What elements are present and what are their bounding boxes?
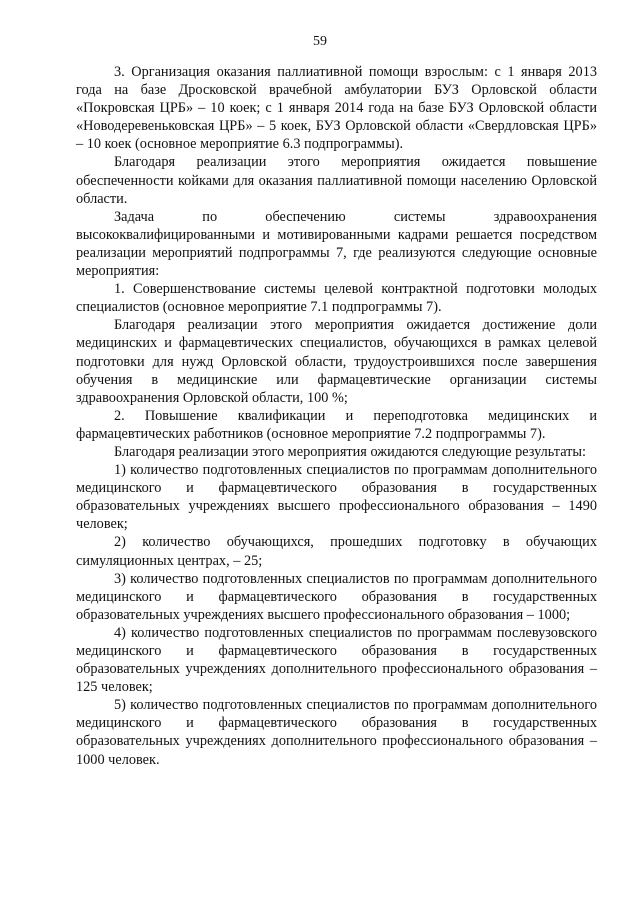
paragraph-expected-results: Благодаря реализации этого мероприятия ожидаются следующие результаты: [114, 443, 586, 460]
result-item-5: 5) количество подготовленных специалистов по программам дополнительного медицинского и фармацевтического образования в государственных образовательных учреждениях дополнительного профессионального образования – 1000 человек. [76, 697, 597, 768]
paragraph-palliative-outcome: Благодаря реализации этого мероприятия ожидается повышение обеспеченности койками для оказания паллиативной помощи населению Орловской области. [76, 154, 597, 207]
page-number: 59 [313, 34, 327, 49]
paragraph-measure-7-2: 2. Повышение квалификации и переподготовка медицинских и фармацевтических работников (основное мероприятие 7.2 подпрограммы 7). [76, 407, 597, 442]
paragraph-measure-7-1-outcome: Благодаря реализации этого мероприятия ожидается достижение доли медицинских и фармацевтических специалистов, обучающихся в рамках целевой подготовки для нужд Орловской области, трудоустроившихся после завершения обучения в медицинские или фармацевтические организации системы здравоохранения Орловской области, 100 %; [76, 317, 597, 406]
paragraph-measure-7-1: 1. Совершенствование системы целевой контрактной подготовки молодых специалистов (основное мероприятие 7.1 подпрограммы 7). [76, 281, 597, 316]
paragraph-staffing-task: Задача по обеспечению системы здравоохранения высококвалифицированными и мотивированными кадрами решается посредством реализации мероприятий подпрограммы 7, где реализуются следующие основные мероприятия: [76, 208, 597, 280]
document-body [76, 63, 597, 769]
result-item-1: 1) количество подготовленных специалистов по программам дополнительного медицинского и фармацевтического образования в государственных образовательных учреждениях высшего профессионального образования – 1490 человек; [76, 462, 597, 533]
paragraph-palliative-care: 3. Организация оказания паллиативной помощи взрослым: с 1 января 2013 года на базе Дросковской врачебной амбулатории БУЗ Орловской области «Покровская ЦРБ» – 10 коек; с 1 января 2014 года на базе БУЗ Орловской области «Новодеревеньковская ЦРБ» – 5 коек, БУЗ Орловской области «Свердловская ЦРБ» – 10 коек (основное мероприятие 6.3 подпрограммы). [76, 64, 597, 153]
result-item-2: 2) количество обучающихся, прошедших подготовку в обучающих симуляционных центрах, – 25; [76, 534, 597, 569]
result-item-3: 3) количество подготовленных специалистов по программам дополнительного медицинского и фармацевтического образования в государственных образовательных учреждениях высшего профессионального образования – 1000; [76, 570, 597, 623]
result-item-4: 4) количество подготовленных специалистов по программам послевузовского медицинского и фармацевтического образования в государственных образовательных учреждениях дополнительного профессионального образования – 125 человек; [76, 624, 597, 696]
